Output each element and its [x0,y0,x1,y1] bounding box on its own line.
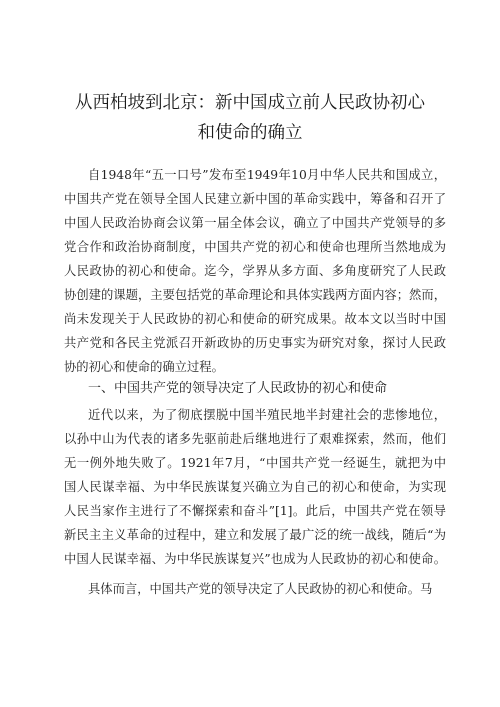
text-line: 国人民谋幸福、为中华民族谋复兴确立为自己的初心和使命，为实现 [64,480,446,494]
text-line: 中国人民政治协商会议第一届全体会议，确立了中国共产党领导的多 [64,216,446,230]
text-line: 协的初心和使命的确立过程。 [64,360,224,374]
text-line: 尚未发现关于人民政协的初心和使命的研究成果。故本文以当时中国 [64,312,446,326]
document-title-line-1: 从西柏坡到北京：新中国成立前人民政协初心 [75,93,425,113]
text-line: 自1948年“五一口号”发布至1949年10月中华人民共和国成立， [88,168,446,182]
text-line: 近代以来，为了彻底摆脱中国半殖民地半封建社会的悲惨地位， [88,408,446,422]
text-line: 人民政协的初心和使命。迄今，学界从多方面、多角度研究了人民政 [64,264,446,278]
text-line: 中国共产党在领导全国人民建立新中国的革命实践中，筹备和召开了 [64,192,446,206]
text-line: 中国人民谋幸福、为中华民族谋复兴”也成为人民政协的初心和使命。 [64,552,446,566]
text-line: 党合作和政治协商制度，中国共产党的初心和使命也理所当然地成为 [64,240,446,254]
text-line: 新民主主义革命的过程中，建立和发展了最广泛的统一战线，随后“为 [64,528,446,542]
text-line: 人民当家作主进行了不懈探索和奋斗”[1]。此后，中国共产党在领导 [64,504,446,518]
text-line: 以孙中山为代表的诸多先驱前赴后继地进行了艰难探索，然而，他们 [64,432,446,446]
text-line: 协创建的课题，主要包括党的革命理论和具体实践两方面内容；然而， [64,288,446,302]
document-title-line-2: 和使命的确立 [197,123,303,143]
section-heading: 一、中国共产党的领导决定了人民政协的初心和使命 [88,381,388,396]
text-line: 具体而言，中国共产党的领导决定了人民政协的初心和使命。马 [88,582,433,596]
text-line: 共产党和各民主党派召开新政协的历史事实为研究对象，探讨人民政 [64,336,446,350]
text-line: 无一例外地失败了。1921年7月，“中国共产党一经诞生，就把为中 [64,456,446,470]
